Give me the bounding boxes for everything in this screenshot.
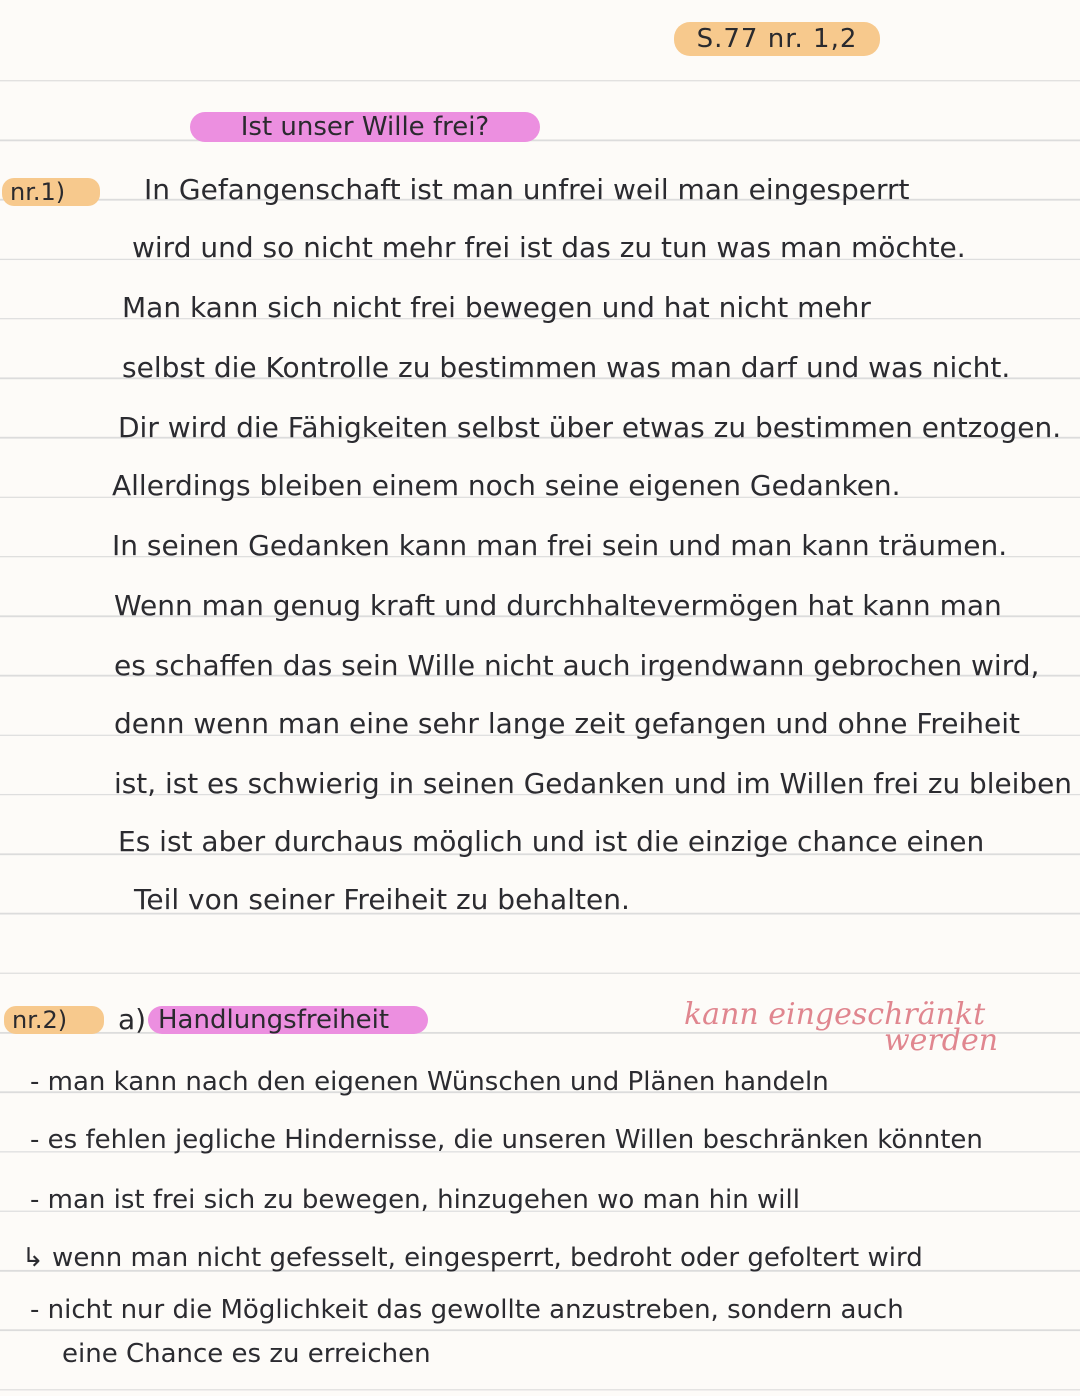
text-line: Dir wird die Fähigkeiten selbst über etwas zu bestimmen entzogen. bbox=[118, 411, 1062, 444]
list-item: eine Chance es zu erreichen bbox=[62, 1339, 431, 1369]
text-line: Es ist aber durchaus möglich und ist die einzige chance einen bbox=[118, 825, 985, 858]
term-heading: Handlungsfreiheit bbox=[148, 1006, 428, 1034]
page-reference: S.77 nr. 1,2 bbox=[674, 22, 880, 56]
list-item: - es fehlen jegliche Hindernisse, die unseren Willen beschränken könnten bbox=[30, 1125, 983, 1155]
text-line: denn wenn man eine sehr lange zeit gefangen und ohne Freiheit bbox=[114, 707, 1021, 740]
text-line: es schaffen das sein Wille nicht auch irgendwann gebrochen wird, bbox=[114, 649, 1040, 682]
page-title: Ist unser Wille frei? bbox=[190, 112, 540, 142]
text-line: In Gefangenschaft ist man unfrei weil man eingesperrt bbox=[144, 173, 910, 206]
text-line: Teil von seiner Freiheit zu behalten. bbox=[134, 883, 630, 916]
list-item: - man kann nach den eigenen Wünschen und Plänen handeln bbox=[30, 1067, 829, 1097]
text-line: Wenn man genug kraft und durchhaltevermögen hat kann man bbox=[114, 589, 1002, 622]
section-2-label: nr.2) bbox=[4, 1006, 104, 1034]
margin-note-line-1: kann eingeschränkt bbox=[684, 997, 986, 1032]
subtask-prefix: a) bbox=[118, 1003, 147, 1036]
text-line: selbst die Kontrolle zu bestimmen was man darf und was nicht. bbox=[122, 351, 1011, 384]
margin-note-line-2: werden bbox=[884, 1023, 999, 1058]
text-line: wird und so nicht mehr frei ist das zu tun was man möchte. bbox=[132, 231, 966, 264]
margin-note bbox=[684, 997, 1014, 1058]
list-item: ↳ wenn man nicht gefesselt, eingesperrt, bedroht oder gefoltert wird bbox=[22, 1243, 923, 1273]
section-1-label: nr.1) bbox=[2, 178, 100, 206]
text-line: Allerdings bleiben einem noch seine eigenen Gedanken. bbox=[112, 469, 901, 502]
list-item: - nicht nur die Möglichkeit das gewollte anzustreben, sondern auch bbox=[30, 1295, 904, 1325]
text-line: In seinen Gedanken kann man frei sein und man kann träumen. bbox=[112, 529, 1008, 562]
text-line: ist, ist es schwierig in seinen Gedanken und im Willen frei zu bleiben bbox=[114, 767, 1072, 800]
text-line: Man kann sich nicht frei bewegen und hat nicht mehr bbox=[122, 291, 871, 324]
list-item: - man ist frei sich zu bewegen, hinzugehen wo man hin will bbox=[30, 1185, 800, 1215]
